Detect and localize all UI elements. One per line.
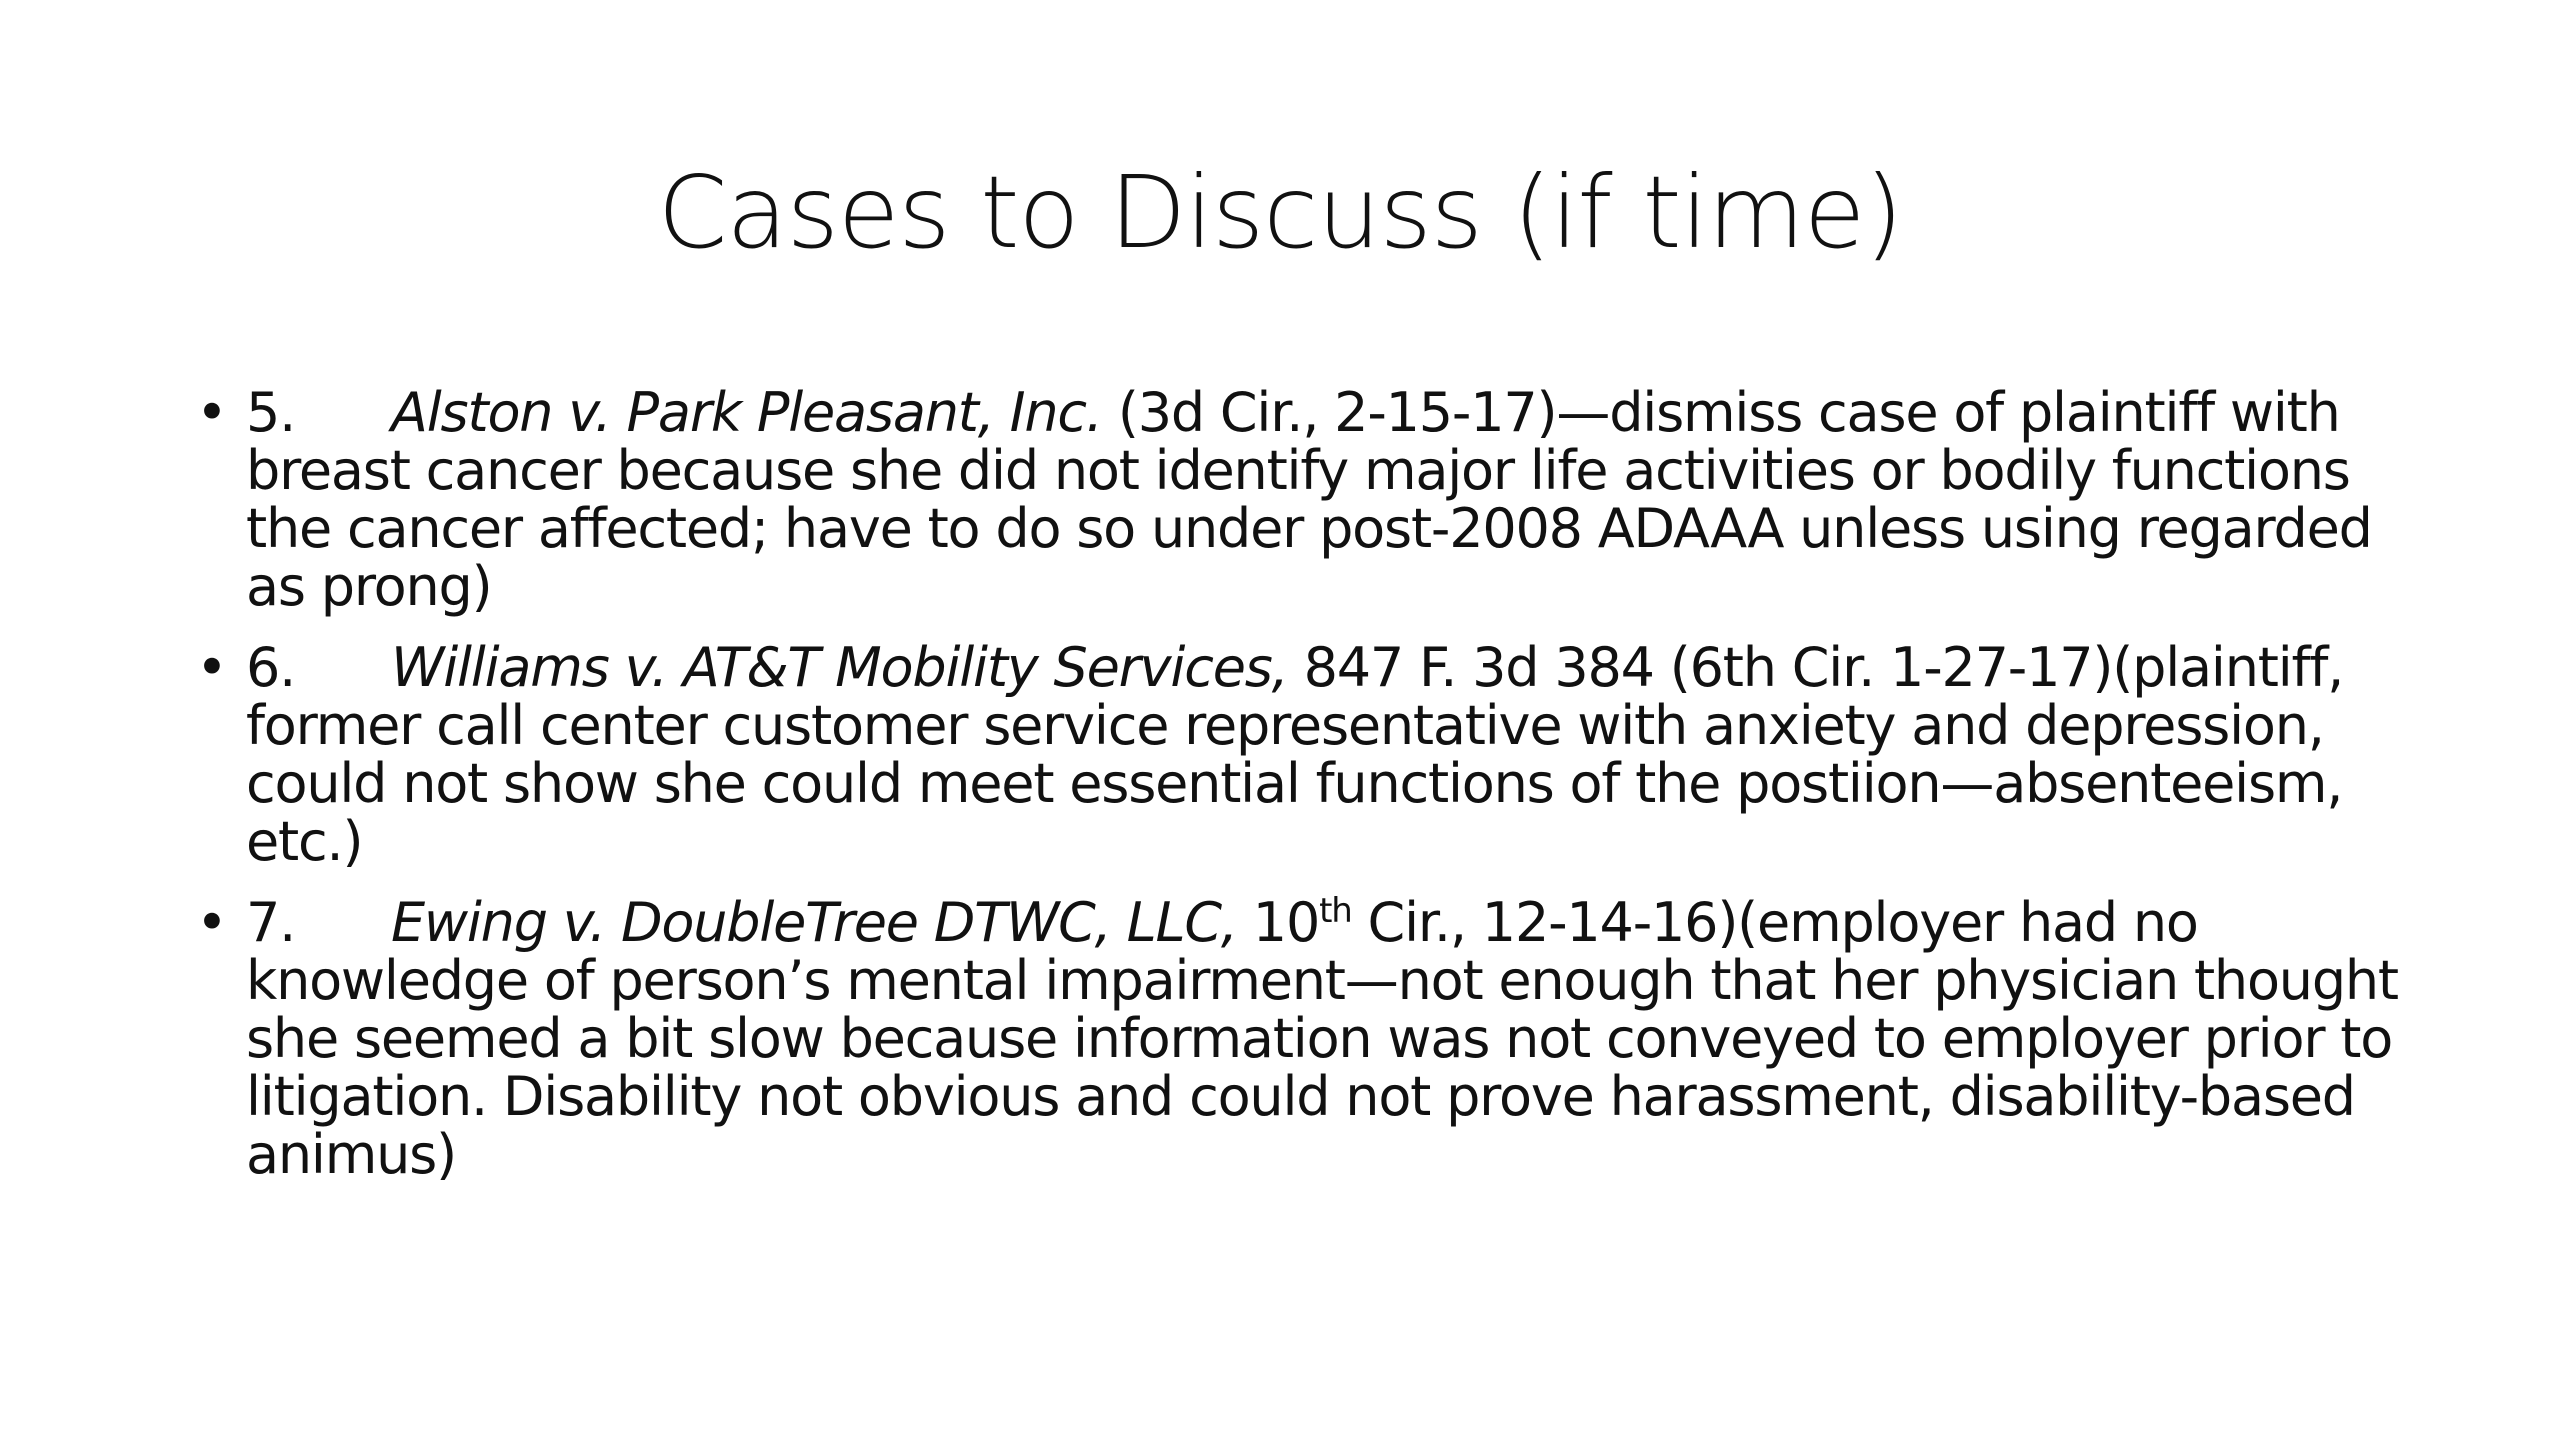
case-name: Williams v. AT&T Mobility Services, [391,636,1288,699]
bullet-number: 6. [246,636,296,699]
case-description: 847 F. 3d 384 (6th Cir. 1-27-17)(plaintiff, former call center customer service representative with anxiety and depression, could not show she could meet essential functions of the postiion—absenteeism, etc.) [246,636,2344,873]
bullet-dot-icon: • [196,891,227,954]
bullet-item-7 [196,891,2426,1186]
circuit-number: 10 [1236,891,1320,954]
case-name: Ewing v. DoubleTree DTWC, LLC, [391,891,1237,954]
slide-title: Cases to Discuss (if time) [657,154,1903,271]
bullet-dot-icon: • [196,381,227,444]
bullet-number: 7. [246,891,296,954]
case-description: (3d Cir., 2-15-17)—dismiss case of plaintiff with breast cancer because she did not identify major life activities or bodily functions the cancer affected; have to do so under post-2008 ADAAA unless using regarded as prong) [246,381,2372,618]
bullet-list [196,381,2426,1207]
bullet-dot-icon: • [196,636,227,699]
bullet-item-6 [196,636,2426,873]
case-name: Alston v. Park Pleasant, Inc. [391,381,1102,444]
ordinal-suffix: th [1319,891,1352,931]
case-description: Cir., 12-14-16)(employer had no knowledge of person’s mental impairment—not enough that her physician thought she seemed a bit slow because information was not conveyed to employer prior to litigation. Disability not obvious and could not prove harassment, disability-based animus) [246,891,2398,1186]
bullet-number: 5. [246,381,296,444]
bullet-item-5 [196,381,2426,618]
